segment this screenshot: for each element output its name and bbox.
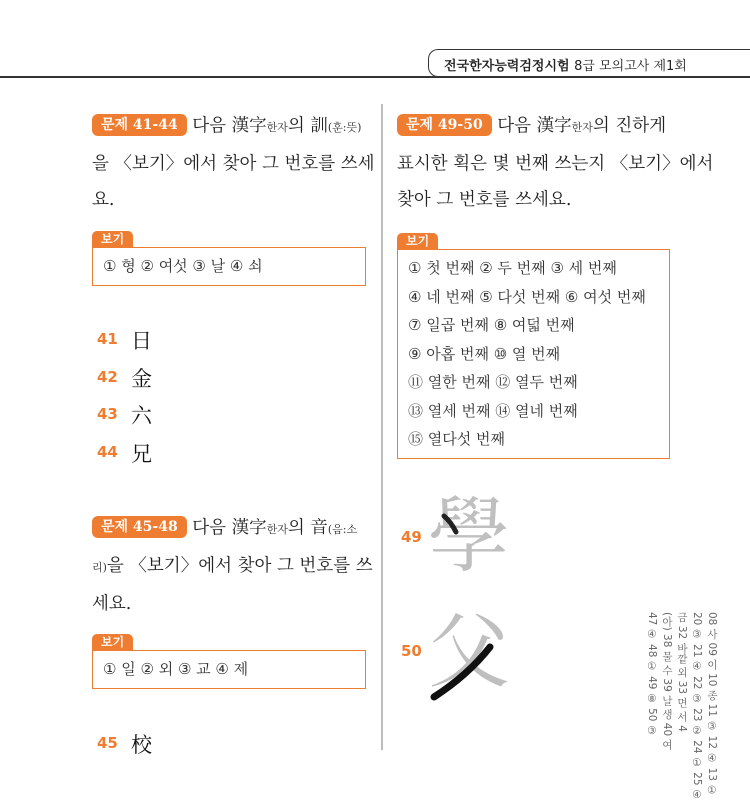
q41-44-text-b: 의 訓: [287, 116, 328, 136]
bogi-option-line: ⑮ 열다섯 번째: [408, 430, 505, 448]
bogi-option-line: ① 첫 번째 ② 두 번째 ③ 세 번째: [408, 259, 617, 277]
q41-44-text-a: 다음 漢字: [192, 116, 267, 136]
bogi-label: 보기: [397, 233, 438, 250]
question-number: 41: [97, 330, 118, 348]
bogi-options: ① 일 ② 외 ③ 교 ④ 제: [103, 660, 249, 678]
bogi-option-line: ④ 네 번째 ⑤ 다섯 번째 ⑥ 여섯 번째: [408, 287, 646, 306]
question-number: 45: [97, 734, 118, 752]
question-number: 42: [97, 368, 118, 386]
bogi-box: [92, 650, 366, 689]
q49-50-text-b: 의 진하게: [592, 116, 667, 136]
q45-48-instructions: [92, 510, 372, 622]
q45-48-line3: 세요.: [92, 594, 132, 614]
hanja-character: 兄: [131, 442, 152, 466]
bogi-option-line: ⑦ 일곱 번째 ⑧ 여덟 번째: [408, 316, 575, 334]
hanja-character: 日: [131, 329, 152, 353]
answer-key-line: 08 사 09 이 10 종 11 ③ 12 ④ 13 ①: [706, 612, 718, 797]
exam-title: 전국한자능력검정시험: [444, 59, 570, 74]
q41-44-text-b-small: (훈:뜻): [327, 121, 362, 134]
answer-key-line: 금 32 바깥 외 33 면 서 4: [676, 612, 688, 732]
bogi-box: [92, 247, 366, 286]
answer-key-line: 20 ③ 21 ④ 22 ③ 23 ② 24 ① 25 ④: [691, 612, 703, 801]
exam-subtitle: 8급 모의고사 제1회: [574, 59, 687, 74]
bogi-label: 보기: [92, 634, 133, 651]
q49-50-text-a-small: 한자: [571, 121, 593, 134]
q41-44-line2: 을 〈보기〉에서 찾아 그 번호를 쓰세: [92, 154, 375, 174]
q41-44-line3: 요.: [92, 190, 115, 210]
hanja-character: 六: [131, 404, 152, 428]
bogi-options: [398, 250, 669, 458]
q49-50-instructions: [397, 108, 714, 218]
q41-44-badge: 문제 41-44: [92, 114, 187, 136]
q49-50-text-a: 다음 漢字: [497, 116, 572, 136]
q45-48-line2: 을 〈보기〉에서 찾아 그 번호를 쓰: [106, 556, 373, 576]
highlighted-stroke: [428, 625, 518, 705]
q45-48-text-a-small: 한자: [266, 523, 288, 536]
question-number: 49: [401, 528, 422, 546]
bogi-label: 보기: [92, 231, 133, 248]
running-header: [444, 55, 687, 74]
hanja-character: 校: [131, 733, 152, 757]
answer-key-line: 47 ④ 48 ① 49 ⑧ 50 ③: [646, 612, 658, 737]
highlighted-stroke: [436, 510, 466, 540]
column-divider: [381, 104, 383, 750]
q41-44-text-a-small: 한자: [266, 121, 288, 134]
question-number: 44: [97, 443, 118, 461]
q45-48-text-b-small: (음:소: [327, 523, 358, 536]
q49-50-line2: 표시한 획은 몇 번째 쓰는지 〈보기〉에서: [397, 154, 714, 174]
bogi-option-line: ⑬ 열세 번째 ⑭ 열네 번째: [408, 401, 578, 420]
answer-key-strip: [644, 612, 719, 801]
q45-48-badge: 문제 45-48: [92, 516, 187, 538]
bogi-box: [397, 249, 670, 459]
q49-50-badge: 문제 49-50: [397, 114, 492, 136]
answer-key-line: (아) 38 물 수 39 날 생 40 여: [661, 612, 673, 750]
q45-48-text-b: 의 音: [287, 518, 328, 538]
question-number: 50: [401, 642, 422, 660]
q45-48-text-a: 다음 漢字: [192, 518, 267, 538]
header-rule: [0, 76, 750, 78]
hanja-character: 金: [131, 367, 152, 391]
bogi-option-line: ⑪ 열한 번째 ⑫ 열두 번째: [408, 373, 578, 391]
stroke-order-hanja: 父: [428, 605, 511, 700]
q49-50-line3: 찾아 그 번호를 쓰세요.: [397, 190, 572, 210]
q41-44-instructions: [92, 108, 375, 218]
question-number: 43: [97, 405, 118, 423]
q45-48-line2-small: 리): [92, 561, 107, 574]
bogi-options: ① 형 ② 여섯 ③ 날 ④ 쇠: [103, 257, 263, 275]
bogi-option-line: ⑨ 아홉 번째 ⑩ 열 번째: [408, 344, 561, 363]
stroke-order-hanja: 學: [428, 489, 511, 584]
